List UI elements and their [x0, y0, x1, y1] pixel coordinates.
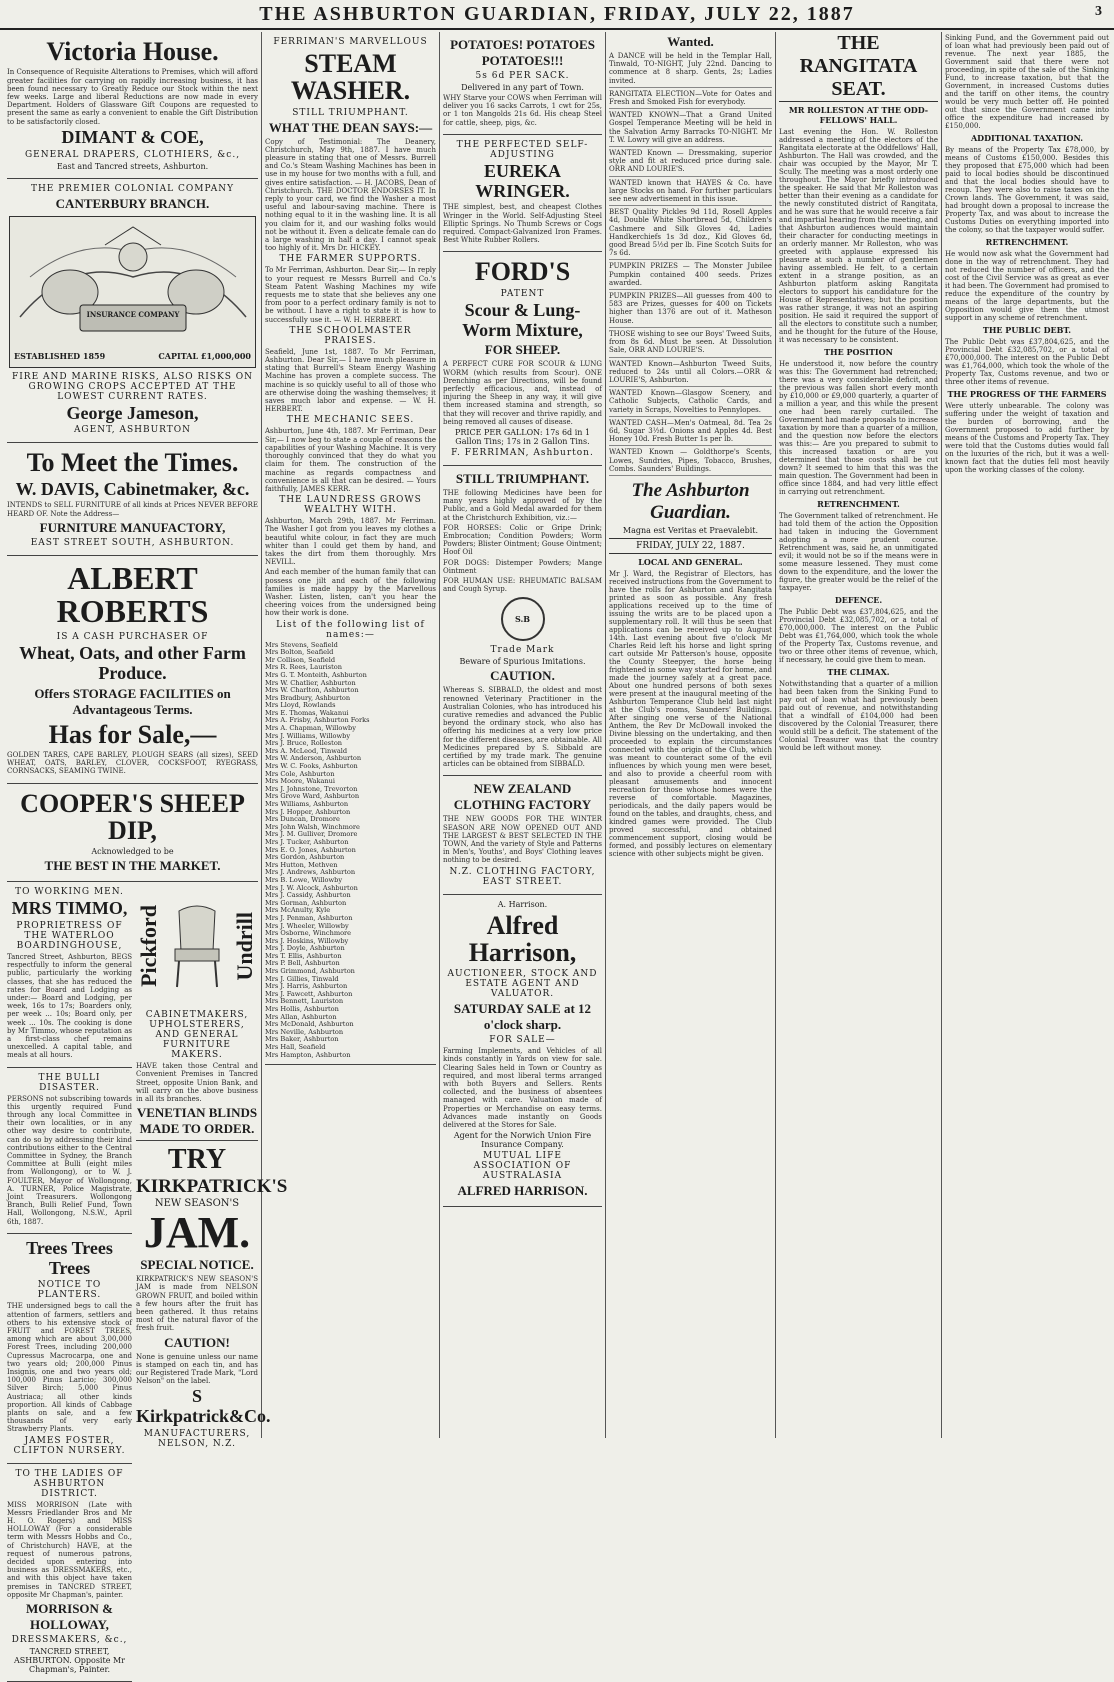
wanted-item: WANTED Known — Dressmaking, superior style and fit at reduced price during sale. ORR AND LOURIE'S. [609, 149, 772, 177]
nz-factory: N.Z. CLOTHING FACTORY, EAST STREET. [449, 866, 596, 887]
user-list-item: Mrs A. McLeod, Tinwald [265, 746, 348, 755]
fords-patent: PATENT [500, 288, 545, 299]
col1-lower-left [7, 882, 132, 1682]
additional-taxation-head: ADDITIONAL TAXATION. [970, 133, 1084, 143]
wanted-item: PUMPKIN PRIZES — The Monster Jubilee Pumpkin contained 400 seeds. Prizes awarded. [609, 262, 772, 290]
user-list-item: Mrs Stevens, Seafield [265, 640, 338, 649]
public-debt-body: The Public Debt was £37,804,625, and the Provincial Debt £32,085,702, or a total of £70,000,000. The interest on the Public Debt was £1,764,000, which took the whole of the Property Tax, Customs revenue, and two or three other items of revenue. [945, 338, 1109, 386]
for-sheep: FOR SHEEP. [484, 342, 561, 358]
user-list-item: Mrs J. Wheeler, Willowby [265, 921, 349, 930]
users-list [265, 642, 436, 1060]
clifton-line: JAMES FOSTER, CLIFTON NURSERY. [13, 1435, 126, 1456]
user-list-item: Mrs E. Thomas, Wakanui [265, 708, 349, 717]
insurance-engraving [9, 216, 256, 368]
steam-washer-ad [265, 32, 436, 1065]
potatoes-ad [443, 32, 602, 135]
user-list-item: Mrs J. Bruce, Rolleston [265, 739, 343, 748]
climax-head: THE CLIMAX. [827, 667, 890, 677]
column-3 [440, 32, 606, 1438]
timmo-head: TO WORKING MEN. [15, 887, 124, 898]
eureka-body: THE simplest, best, and cheapest Clothes Wringer in the World. Self-Adjusting Steel Elliptic Springs. No Thumb Screws or Cogs required. Compact-Galvanized Iron Frames. Best White Rubber Rollers. [443, 203, 602, 245]
insurance-word: INSURANCE COMPANY [86, 309, 180, 319]
user-list-item: Mrs B. Lowe, Willowby [265, 875, 343, 884]
guardian-banner: The Ashburton Guardian. [631, 479, 750, 523]
user-list-item: Mrs Hollis, Ashburton [265, 1005, 339, 1014]
timmo-ad [7, 882, 132, 1067]
still-triumphant: STILL TRIUMPHANT. [292, 107, 409, 118]
rangitata-seat-sub: MR ROLLESTON AT THE ODD-FELLOWS' HALL. [788, 105, 929, 125]
insurance-crest-illustration [10, 217, 256, 365]
dimant-sub: GENERAL DRAPERS, CLOTHIERS, &c., [24, 149, 241, 160]
user-list-item: Mrs Gordon, Ashburton [265, 853, 345, 862]
caution-title: CAUTION. [490, 668, 555, 684]
laundress-head: THE LAUNDRESS GROWS WEALTHY WITH. [279, 495, 422, 516]
fords-title: FORD'S [474, 257, 571, 287]
eureka-title: EUREKA WRINGER. [475, 160, 570, 201]
coopers-sub: Acknowledged to be [91, 847, 174, 857]
masthead [0, 0, 1114, 30]
davis-title: W. DAVIS, Cabinetmaker, &c. [15, 478, 250, 499]
for-sale: FOR SALE— [489, 1035, 556, 1046]
dimant-address: East and Tancred streets, Ashburton. [56, 161, 209, 171]
farmers-progress-body: Were utterly unbearable. The colony was suffering under the weight of taxation and the burden of borrowing, and the Government proposed to add further by means of the Customs and Property Tax. They were told that the Customs duties would fall on the luxuries of the rich, but it was a well-known fact that the duties fell most heavily upon the working classes of the colony. [945, 402, 1109, 474]
rangitata-seat-title: THE RANGITATA SEAT. [779, 32, 938, 102]
user-list-item: Mrs G. T. Monteith, Ashburton [265, 670, 367, 679]
user-list-item: Mrs J. Johnstone, Trevorton [265, 784, 358, 793]
wanted-list [609, 52, 772, 476]
nz-head: NEW ZEALAND CLOTHING FACTORY [453, 781, 592, 813]
nz-clothing-ad [443, 776, 602, 894]
eureka-ad [443, 135, 602, 253]
user-list-item: Mrs J. Doyle, Ashburton [265, 944, 345, 953]
user-list-item: Mrs Hampton, Ashburton [265, 1050, 351, 1059]
perfected: THE PERFECTED SELF-ADJUSTING [456, 139, 589, 160]
wanted-item: THOSE wishing to see our Boys' Tweed Suits, from 8s 6d. Must be seen. At Dissolution Sale, ORR AND LOURIE'S. [609, 330, 772, 358]
coopers-best: THE BEST IN THE MARKET. [44, 858, 221, 874]
potatoes-head: POTATOES! POTATOES POTATOES!!! [450, 37, 595, 68]
ferriman-agent: F. FERRIMAN, Ashburton. [451, 447, 594, 458]
user-list-item: Mrs Gorman, Ashburton [265, 898, 347, 907]
meet-times: To Meet the Times. [26, 448, 239, 478]
fire-marine-text: FIRE AND MARINE RISKS, ALSO RISKS ON GROWING CROPS ACCEPTED AT THE LOWEST CURRENT RATES. [12, 371, 253, 402]
victoria-house-ad [7, 32, 258, 179]
guardian-motto: Magna est Veritas et Praevalebit. [622, 525, 759, 535]
coopers-ad [7, 784, 258, 883]
wanted-item: RANGITATA ELECTION—Vote for Oates and Fresh and Smoked Fish for everybody. [609, 90, 772, 109]
bulli-body: PERSONS not subscribing towards this urgently required Fund through any local Committee in their own localities, or in any other way desire to contribute, can do so by addressing their kind contributions either to the Central Committee in Sydney, the Branch Committee at Bulli (eight miles from Wollongong), or to W. J. FOULTER, Mayor of Wollongong, A. TURNER, Police Magistrate, Joint Treasurers. Wollongong Branch, Bulli Relief Fund, Town Hall, Wollongong, N.S.W., April 6th, 1887. [7, 1094, 132, 1226]
harrison-small: A. Harrison. [497, 899, 548, 909]
schoolmaster-body: Seafield, June 1st, 1887. To Mr Ferriman, Ashburton. Dear Sir,— I have much pleasure in stating that Burrell's Steam Energy Washing Machine has proven a complete success. The machine is so quickly useful to all of those who are otherwise doing the washing themselves; it saves much labor and expense. — W. H. HERBERT. [265, 347, 436, 414]
user-list-item: Mrs A. Chapman, Willowby [265, 724, 356, 733]
user-list-item: Mrs Osborne, Winchmore [265, 929, 352, 938]
user-list-item: Mrs Bradbury, Ashburton [265, 693, 351, 702]
user-list-item: Mrs E. O. Jones, Ashburton [265, 845, 356, 854]
climax-body: Notwithstanding that a quarter of a million had been taken from the Sinking Fund to pay out of loan what had previously been paid out of revenue, and notwithstanding that a windfall of £104,000 had been discovered by the Colonial Treasurer, there would still be a deficit. The statement of the Colonial Treasurer was that the country would be left without money. [779, 680, 938, 752]
wanted-item: WANTED known that HAYES & Co. have large Stocks on hand. For further particulars see new advertisement in this issue. [609, 179, 772, 207]
trademark-letters: S.B [514, 614, 531, 625]
alfred-signature: ALFRED HARRISON. [457, 1183, 588, 1199]
additional-taxation-body: By means of the Property Tax £78,000, by means of Customs £150,000. Besides this they proposed that £75,000 which had been paid to local bodies should be discontinued and that the local bodies should have to recoup. They were also to raise taxes on the Crown lands. The Government, it was said, had brought down a proposal to increase the Property Tax, and was about to increase the Customs Duties on everything imported into the colony, so that the taxpayer would suffer. [945, 146, 1109, 234]
users-label: List of the following list of names:— [276, 619, 425, 640]
ladies-head: TO THE LADIES OF ASHBURTON DISTRICT. [15, 1468, 124, 1499]
farmers-head: THE FARMER SUPPORTS. [279, 254, 422, 265]
testimonial-body: Copy of Testimonial: The Deanery, Christchurch, May 9th, 1887. I have much pleasure in stating that one of Messrs. Burrell and Co.'s Steam Washing Machines has been in use in my house for two months with a full, and gives entire satisfaction. — H. JACOBS, Dean of Christchurch. THE DOCTOR ENDORSES IT. In reply to your card, we find the Washer a most useful and labour-saving machine. There is nothing equal to it in the washing line. It is all you claim for it, and our washing folks would not be without it. Even a delicate female can do a large washing in half a day. I cannot speak too highly of it. Mrs Dr. HICKEY. [265, 137, 436, 253]
harrison-ad [443, 895, 602, 1208]
page-number: 3 [1095, 4, 1104, 19]
mechanic-body: Ashburton, June 4th, 1887. Mr Ferriman, Dear Sir,— I now beg to state a couple of reasons the capabilities of your Washing Machine. It is very thoroughly convinced that they do what you claim for them. The construction of the machine as regards compactness and convenience is all that can be desired. — Yours faithfully, JAMES KERR. [265, 427, 436, 493]
public-debt-head: THE PUBLIC DEBT. [982, 325, 1072, 335]
caution-text: Whereas S. SIBBALD, the oldest and most renowned Veterinary Practitioner in the Australian Colonies, who has introduced his curative remedies and advanced the Public beyond the ordinary stock, who also has offering his medicines at a very low price for the different diseases, are obtainable. All Medicines prepared by S. Sibbald are certified by my trade mark. The genuine articles can be obtained from SIBBALD. [443, 686, 602, 769]
sale-list: GOLDEN TARES, CAPE BARLEY, PLOUGH SEARS (all sizes), SEED WHEAT, OATS, BARLEY, CLOVER, COCKSFOOT, RYEGRASS, CORNSACKS, SEAMING TWINE. [7, 750, 258, 776]
user-list-item: Mrs J. Hopper, Ashburton [265, 807, 351, 816]
wanted-item: A DANCE will be held in the Templar Hall, Tinwald, TO-NIGHT, July 22nd. Dancing to commence at 8 sharp. Gents, 2s; Ladies invited. [609, 52, 772, 88]
user-list-item: Mrs J. Andrews, Ashburton [265, 868, 356, 877]
user-list-item: Mrs J. Williams, Willowby [265, 731, 351, 740]
fords-ad [443, 252, 602, 466]
user-list-item: Mrs P. Bell, Ashburton [265, 959, 340, 968]
albert-roberts-ad [7, 556, 258, 784]
user-list-item: Mrs W. Charlton, Ashburton [265, 686, 359, 695]
user-list-item: Mrs W. Anderson, Ashburton [265, 754, 362, 763]
bulli-head: THE BULLI DISASTER. [38, 1072, 101, 1093]
alfred-body: Farming Implements, and Vehicles of all kinds constantly in Yards on view for sale. Clearing Sales held in Town or Country as required, and most liberal terms arranged with both Buyers and Sellers. Rents collected, and the business of absentees managed with care. Valuation made of Properties or Merchandise on easy terms. Advances made instantly on Goods delivered at the Stores for Sale. [443, 1047, 602, 1130]
user-list-item: Mrs J. Harris, Ashburton [265, 982, 348, 991]
bulli-ad [7, 1068, 132, 1234]
user-list-item: Mrs Hutton, Methven [265, 860, 338, 869]
user-list-item: Mrs Bolton, Seafield [265, 648, 334, 657]
user-list-item: Mrs A. Frisby, Ashburton Forks [265, 716, 370, 725]
user-list-item: Mrs T. Ellis, Ashburton [265, 951, 342, 960]
user-list-item: Mr Collison, Seafield [265, 655, 336, 664]
has-sale: Has for Sale,— [48, 719, 217, 749]
victoria-body: In Consequence of Requisite Alterations to Premises, which will afford greater facilities for carrying on rapidly increasing business, it has been found necessary to Greatly Reduce our Stock within the next few weeks. Large and liberal Reductions are now made in every Department. Holders of Glassware Gift Coupons are requested to present the same as early a convenient to enable the Gift Distribution to be satisfactorily closed. [7, 68, 258, 126]
user-list-item: Mrs Allan, Ashburton [265, 1012, 337, 1021]
issue-date: FRIDAY, JULY 22, 1887. [609, 538, 772, 554]
davis-ad [7, 443, 258, 556]
sibbald-ad [443, 466, 602, 776]
dogs-list: FOR DOGS: Distemper Powders; Mange Ointment [443, 558, 602, 575]
human-list: FOR HUMAN USE: RHEUMATIC BALSAM and Cough Syrup. [443, 576, 602, 594]
albert-sub: IS A CASH PURCHASER OF [56, 632, 209, 642]
position-head: THE POSITION [824, 347, 893, 357]
rangitata-seat-body: Last evening the Hon. W. Rolleston addressed a meeting of the electors of the Rangitata electorate at the Oddfellows' Hall, Ashburton. The Hall was crowded, and the chair was occupied by the Mayor, Mr T. Scully. The meeting was a most orderly one throughout. The Mayor briefly introduced the speaker. He said that Mr Rolleston was better than their evening as a candidate for the newly constituted district of Rangitata, and he was sure that he would receive a fair and impartial hearing from the meeting, and that Ashburton audiences would maintain their character for conducting meetings in an orderly manner. Mr Rolleston, who was greeted with applause expressed his pleasure at such a number of gentlemen having assembled. He felt, to a certain extent in a strange position, as an Ashburton platform asking Rangitata electors to support his candidature for the House of Representatives; but the position was rather strange, it was not an aspiring position. He said it required the support of all the electors to constitute such a number, and he thought for the future of the House, it was necessary to be consistent. [779, 128, 938, 344]
user-list-item: Mrs J. Penman, Ashburton [265, 913, 353, 922]
user-list-item: Mrs J. W. Alcock, Ashburton [265, 883, 358, 892]
wanted-head: Wanted. [667, 34, 714, 49]
wanted-item: WANTED KNOWN—That a Grand United Gospel Temperance Meeting will be held in the Salvation Army Barracks TO-NIGHT. Mr T. W. Lowry will give an address. [609, 111, 772, 147]
pickford-undrill-ad: Pickford Undrill [136, 886, 258, 1006]
dimant-title: DIMANT & COE, [61, 126, 204, 147]
furniture-address: EAST STREET SOUTH, ASHBURTON. [30, 537, 235, 548]
timmo-body: Tancred Street, Ashburton, BEGS respectfully to inform the general public, particularly the working classes, that she has reduced the rates for Board and Lodging as under:— Board and Lodging, per week, 16s to 17s; Boarders only, per week ... 10s; Board only, per week ... 10s. The cooking is done by Mr Timmo, whose reputation as a first-class chef remains unexcelled. A capital table, and meals at all hours. [7, 952, 132, 1060]
retrenchment-2-body: He would now ask what the Government had done in the way of retrenchment. They had not reduced the number of officers, and the cost of the Civil Service was as great as ever it had been. The Government had promised to reduce the expenditure of the country by means of the large departments, but the Opposition would give them the utmost support in any scheme of retrenchment. [945, 250, 1109, 322]
user-list-item: Mrs J. M. Gulliver, Dromore [265, 830, 358, 839]
wheat-line: Wheat, Oats, and other Farm Produce. [19, 643, 246, 683]
column-4 [606, 32, 776, 1438]
column-1 [4, 32, 288, 1675]
schoolmaster-head: THE SCHOOLMASTER PRAISES. [289, 325, 412, 346]
local-general-head: LOCAL AND GENERAL. [638, 556, 743, 567]
alfred-title: Alfred Harrison, [468, 910, 577, 967]
retrenchment-body: The Government talked of retrenchment. He had told them of the action the Opposition had taken in inducing the Government adopting a more prudent course. Retrenchment was, said he, an unmitigated evil; it would not be so if the means were in some measure lessened. They must come down to the expenditure, and the lower the figure, the greater would be the relief of the taxpayer. [779, 512, 938, 592]
ferriman-title: FERRIMAN'S MARVELLOUS [273, 37, 428, 47]
trees-body: THE undersigned begs to call the attention of farmers, settlers and others to his extensive stock of FRUIT and FOREST TREES, among which are about 3,00,000 Forest Trees, including 200,000 Cupressus Macrocarpa, one and two years old; 200,000 Pinus Insignis, one and two years old; 100,000 Pinus Laricio; 300,000 Silver Birch; 5,000 Pinus Austriaca; all other kinds proportion. All kinds of Cabbage plants on sale, and a few thousands of very early Strawberry Plants. [7, 1302, 132, 1434]
user-list-item: Mrs Hall, Seafield [265, 1043, 326, 1052]
trademark-seal [501, 597, 545, 641]
user-list-item: Mrs Baker, Ashburton [265, 1035, 339, 1044]
scour-title: Scour & Lung-Worm Mixture, [462, 299, 583, 340]
col1-lower-right: Pickford Undrill CABINETMAKERS, UPHOLSTERERS, AND GENERAL FURNITURE MAKERS. HAVE taken those Central and Convenient Premises in Tancred Street, opposite Union Bank, and will carry on the above business in all its branches. VENETIAN BLINDS MADE TO ORDER. TRY KIRKPATRICK'S NEW SEASON'S JAM. SPECIAL NOTICE. KIRKPATRICK'S NEW SEASON'S JAM is made from NELSON GROWN FRUIT, and boiled within a few hours after the fruit has been gathered. It thus retains most of the natural flavor of the fresh fruit. CAUTION! None is genuine unless our name is stamped on each tin, and has our Registered Trade Mark, "Lord Nelson" on the label. S Kirkpatrick&Co. MANUFACTURERS, NELSON, N.Z. [136, 882, 258, 1682]
user-list-item: Mrs Grove Ward, Ashburton [265, 792, 360, 801]
user-list-item: Mrs Cole, Ashburton [265, 769, 335, 778]
insurance-capital: CAPITAL £1,000,000 [158, 350, 251, 361]
furniture-title: FURNITURE MANUFACTORY, [39, 519, 226, 535]
wanted-item: PUMPKIN PRIZES—All guesses from 400 to 583 are Prizes, guesses for 400 on Tickets higher than 1376 are out of it. Matheson House. [609, 292, 772, 328]
user-list-item: Mrs J. Hoskins, Willowby [265, 936, 349, 945]
local-general-body: Mr J. Ward, the Registrar of Electors, has received instructions from the Government to have the rolls for Ashburton and Rangitata printed as soon as possible. Any fresh applications received up to the time of issuing the writs are to be placed upon a supplementary roll. It will thus be seen that applications can be received up to August 14th. Last evening about five o'clock Mr Charles Reid left his horse and light spring cart outside Mr Patterson's house, opposite the County Steepyer, the horse being frightened in some way started for home, and made the journey safely at a great pace. About one hundred persons of both sexes were present at the inaugural meeting of the Ashburton Temperance Club held last night at the Club's rooms, Saunders' Buildings. After singing one verse of the National Anthem, the Rev Dr McDowall invoked the Divine blessing on the undertaking, and then proceeded to explain the circumstances connected with the origin of the Club, which was meant to counteract some of the evil influences by which young men were beset, and also to provide a cheerful room with pleasant amusements and innocent recreation for those whose homes were the reverse of comfortable. Magazines, periodicals, and the daily papers would be found on the tables, and draughts, chess, and kindred games were provided. The Club proved successful, and obtained commencement support, closing would be formed, and possibly lectures on elementary science with other subjects might be given. [609, 569, 772, 858]
column-2 [262, 32, 440, 1438]
user-list-item: Mrs McDonald, Ashburton [265, 1020, 354, 1029]
potatoes-sub: Delivered in any part of Town. [461, 83, 584, 92]
timmo-sub: PROPRIETRESS OF THE WATERLOO BOARDINGHOUSE, [16, 920, 123, 951]
user-list-item: Mrs Neville, Ashburton [265, 1027, 344, 1036]
col1-lower-split [7, 882, 288, 1682]
sibbald-body: THE following Medicines have been for many years highly approved of by the Public, and a Gold Medal awarded for them at the Christchurch Exhibition, viz.:— [443, 488, 602, 522]
morrison-sub: DRESSMAKERS, &c., [11, 1635, 128, 1646]
user-list-item: Mrs J. Fawcett, Ashburton [265, 989, 353, 998]
ladies-ad [7, 1464, 132, 1682]
insurance-ad [7, 179, 258, 444]
position-body: He understood it, now before the country was this: The Government had retrenched; there was a very considerable deficit, and the previous was fallen short every month by £10,000 or £9,000 quarterly, a quarter of a million a year, and this while the present one had been rarely curtailed. The Government had made proposals to increase taxation by more than a quarter of a million, and the question now before the electors was this:— Are you prepared to submit to this increased taxation or are you determined that those costs shall be cut down? It seemed to him that this was the main question. The Government had been in office since 1884, and had very little effect in carrying out retrenchment. [779, 360, 939, 496]
user-list-item: Mrs J. Gillies, Tinwald [265, 974, 339, 983]
laundress-body: Ashburton, March 29th, 1887. Mr Ferriman. The Washer I got from you leaves my clothes a beautiful white colour, in fact they are much whiter than I could get them by hand, and takes the dirt from them thoroughly. Mrs NEVILL. [265, 517, 436, 567]
caution-beware: Beware of Spurious Imitations. [459, 657, 586, 667]
user-list-item: Mrs R. Rees, Lauriston [265, 663, 342, 672]
column-6 [942, 32, 1112, 1438]
nz-body: THE NEW GOODS FOR THE WINTER SEASON ARE NOW OPENED OUT AND THE LARGEST & BEST SELECTED IN THE TOWN, And the variety of Style and Patterns in Men's, Youths', and Boys' Clothing leaves nothing to be desired. [443, 815, 602, 865]
column-5 [776, 32, 942, 1438]
retrenchment-2-head: RETRENCHMENT. [985, 237, 1069, 247]
trees-ad [7, 1234, 132, 1464]
trees-sub: NOTICE TO PLANTERS. [37, 1280, 102, 1301]
insurance-established: ESTABLISHED 1859 [14, 350, 106, 361]
farmers-body: To Mr Ferriman, Ashburton. Dear Sir,— In reply to your request re Messrs Burrell and Co.'s Steam Patent Washing Machines my wife requests me to state that she believes any one from poor to a perfect ordinary family is not to be without. I have a right to state it is how to successfully use it. — W. H. HERBERT. [265, 266, 436, 324]
insurance-branch: CANTERBURY BRANCH. [55, 195, 210, 211]
alfred-sub: AUCTIONEER, STOCK AND ESTATE AGENT AND VALUATOR. [447, 969, 598, 1000]
wanted-item: BEST Quality Pickles 9d 11d, Rosell Apples 4d, Double White Shortbread 5d, Children's Cashmere and Silk Gloves 4d, Ladies Handkerchiefs 1s 3d doz., Kid Gloves 6d, good Bread 5½d per lb. Fine Scotch Suits for 7s 6d. [609, 208, 772, 260]
storage-line: Offers STORAGE FACILITIES on Advantageous Terms. [34, 685, 231, 717]
chair-illustration [162, 896, 232, 996]
mechanic-head: THE MECHANIC SEES. [286, 415, 415, 426]
user-list-item: Mrs Lloyd, Rowlands [265, 701, 336, 710]
coopers-title: COOPER'S SHEEP DIP, [20, 788, 245, 845]
user-list-item: Mrs Grimmond, Ashburton [265, 967, 355, 976]
agent-for: Agent for the Norwich Union Fire Insurance Company. [453, 1131, 592, 1150]
trees-title: Trees Trees Trees [26, 1237, 113, 1278]
ladies-body: MISS MORRISON (Late with Messrs Friedlander Bros and Mr H. O. Rogers) and MISS HOLLOWAY (For a considerable term with Messrs Hobbs and Co., of Christchurch) HAVE, at the request of numerous patrons, decided upon entering into business as DRESSMAKERS, etc., and with this object have taken premises in TANCRED STREET, opposite Mr Chapman's, painter. [7, 1500, 132, 1599]
morrison-address: TANCRED STREET, ASHBURTON. Opposite Mr Chapman's, Painter. [14, 1647, 125, 1675]
davis-body: INTENDS to SELL FURNITURE of all kinds at Prices NEVER BEFORE HEARD OF. Note the Address— [7, 501, 258, 518]
fords-body: A PERFECT CURE FOR SCOUR & LUNG WORM (which results from Scour). ONE Drenching as per Directions, will be found perfectly efficacious, and, instead of injuring the Sheep in any way, it will give them increased stamina and strength, so that they will recover and thrive rapidly, and being removed all causes of disease. [443, 360, 602, 426]
user-list-item: Mrs J. Cassidy, Ashburton [265, 891, 351, 900]
jameson-name: George Jameson, [66, 402, 199, 423]
col6-body-1: Sinking Fund, and the Government paid out of loan what had previously been paid out of revenue. The next year 1885, the Government said that there were not proceeding, in spite of the sale of the Sinking Fund, to increase taxation, but that the Government, in increased Customs duties and the tariff on other items, the country would be very much better off. He pointed out that since the Government came into office the expenditure had increased by £150,000. [945, 34, 1109, 130]
albert-title: ALBERT ROBERTS [56, 559, 209, 630]
fords-price: PRICE PER GALLON: 17s 6d in 1 Gallon Tins; 17s in 2 Gallon Tins. [454, 427, 591, 446]
trademark-label: Trade Mark [490, 645, 555, 656]
user-list-item: Mrs Duncan, Dromore [265, 815, 340, 824]
what-dean-says: WHAT THE DEAN SAYS:— [268, 119, 433, 135]
user-list-item: Mrs John Walsh, Winchmore [265, 822, 360, 831]
defence-head: DEFENCE. [834, 595, 883, 605]
jameson-sub: AGENT, ASHBURTON [73, 425, 192, 436]
steam-washer-title: STEAM WASHER. [290, 49, 411, 106]
still-triumphant-2: STILL TRIUMPHANT. [455, 470, 590, 486]
user-list-item: Mrs W. C. Fooks, Ashburton [265, 762, 358, 771]
horses-list: FOR HORSES: Colic or Gripe Drink; Embrocation; Condition Powders; Worm Powders; Blister Ointment; Gouse Ointment; Hoof Oil [443, 523, 602, 557]
wanted-item: WANTED Known—Ashburton Tweed Suits, reduced to 24s until all Colors.—ORR & LOURIE'S, Ashburton. [609, 360, 772, 388]
farmers-progress-head: THE PROGRESS OF THE FARMERS [947, 389, 1107, 399]
user-list-item: Mrs W. Chatlier, Ashburton [265, 678, 356, 687]
morrison-title: MORRISON & HOLLOWAY, [25, 1601, 114, 1633]
user-list-item: Mrs Bennett, Lauriston [265, 997, 344, 1006]
wanted-item: WANTED Known—Glasgow Scenery, and Catholic Subjects, Catholic Cards, and variety in Scraps, Novelties to Pennylopes. [609, 389, 772, 417]
wanted-item: WANTED Known — Goldthorpe's Scents, Lowes, Sundries, Pipes, Tobacco, Brushes, Combs. Saunders' Buildings. [609, 448, 772, 476]
retrenchment-head: RETRENCHMENT. [817, 499, 900, 509]
potatoes-body: WHY Starve your COWS when Ferriman will deliver you 16 sacks Carrots, 1 cwt for 25s, or 1 ton Mangolds 21s 6d. His cheap Steel for cattle, sheep, pigs, &c. [443, 94, 602, 127]
victoria-title: Victoria House. [46, 37, 219, 66]
saturday-sale: SATURDAY SALE at 12 o'clock sharp. [453, 1001, 592, 1033]
users-intro: And each member of the human family that can possess one jilt and each of the following families is made happy by the Marvellous Washer. Listen, listen, can't you hear the cheering voices from the undersigned being how their work is done. [265, 568, 436, 618]
defence-body: The Public Debt was £37,804,625, and the Provincial Debt £32,085,702, or a total of £70,000,000. The interest on the Public Debt was £1,764,000, which took the whole of the Property Tax, Customs revenue, and two or three other items of revenue, which, if necessary, he could give them to mean. [779, 608, 938, 664]
wanted-item: WANTED CASH—Men's Oatmeal, 8d. Tea 2s 6d, Sugar 3½d. Onions and Apples 4d. Best Honey 10d. Fresh Butter 1s per lb. [609, 419, 772, 447]
user-list-item: Mrs McAnulty, Kyle [265, 906, 331, 915]
potatoes-price: 5s 6d PER SACK. [475, 71, 570, 81]
user-list-item: Mrs J. Tucker, Ashburton [265, 837, 349, 846]
user-list-item: Mrs Moore, Wakanui [265, 777, 335, 786]
insurance-top: THE PREMIER COLONIAL COMPANY [30, 183, 235, 194]
mutual-life: MUTUAL LIFE ASSOCIATION OF AUSTRALASIA [473, 1151, 572, 1182]
user-list-item: Mrs Williams, Ashburton [265, 800, 349, 809]
masthead-title: THE ASHBURTON GUARDIAN, FRIDAY, JULY 22, 1887 [259, 2, 855, 25]
timmo-title: MRS TIMMO, [11, 898, 128, 919]
